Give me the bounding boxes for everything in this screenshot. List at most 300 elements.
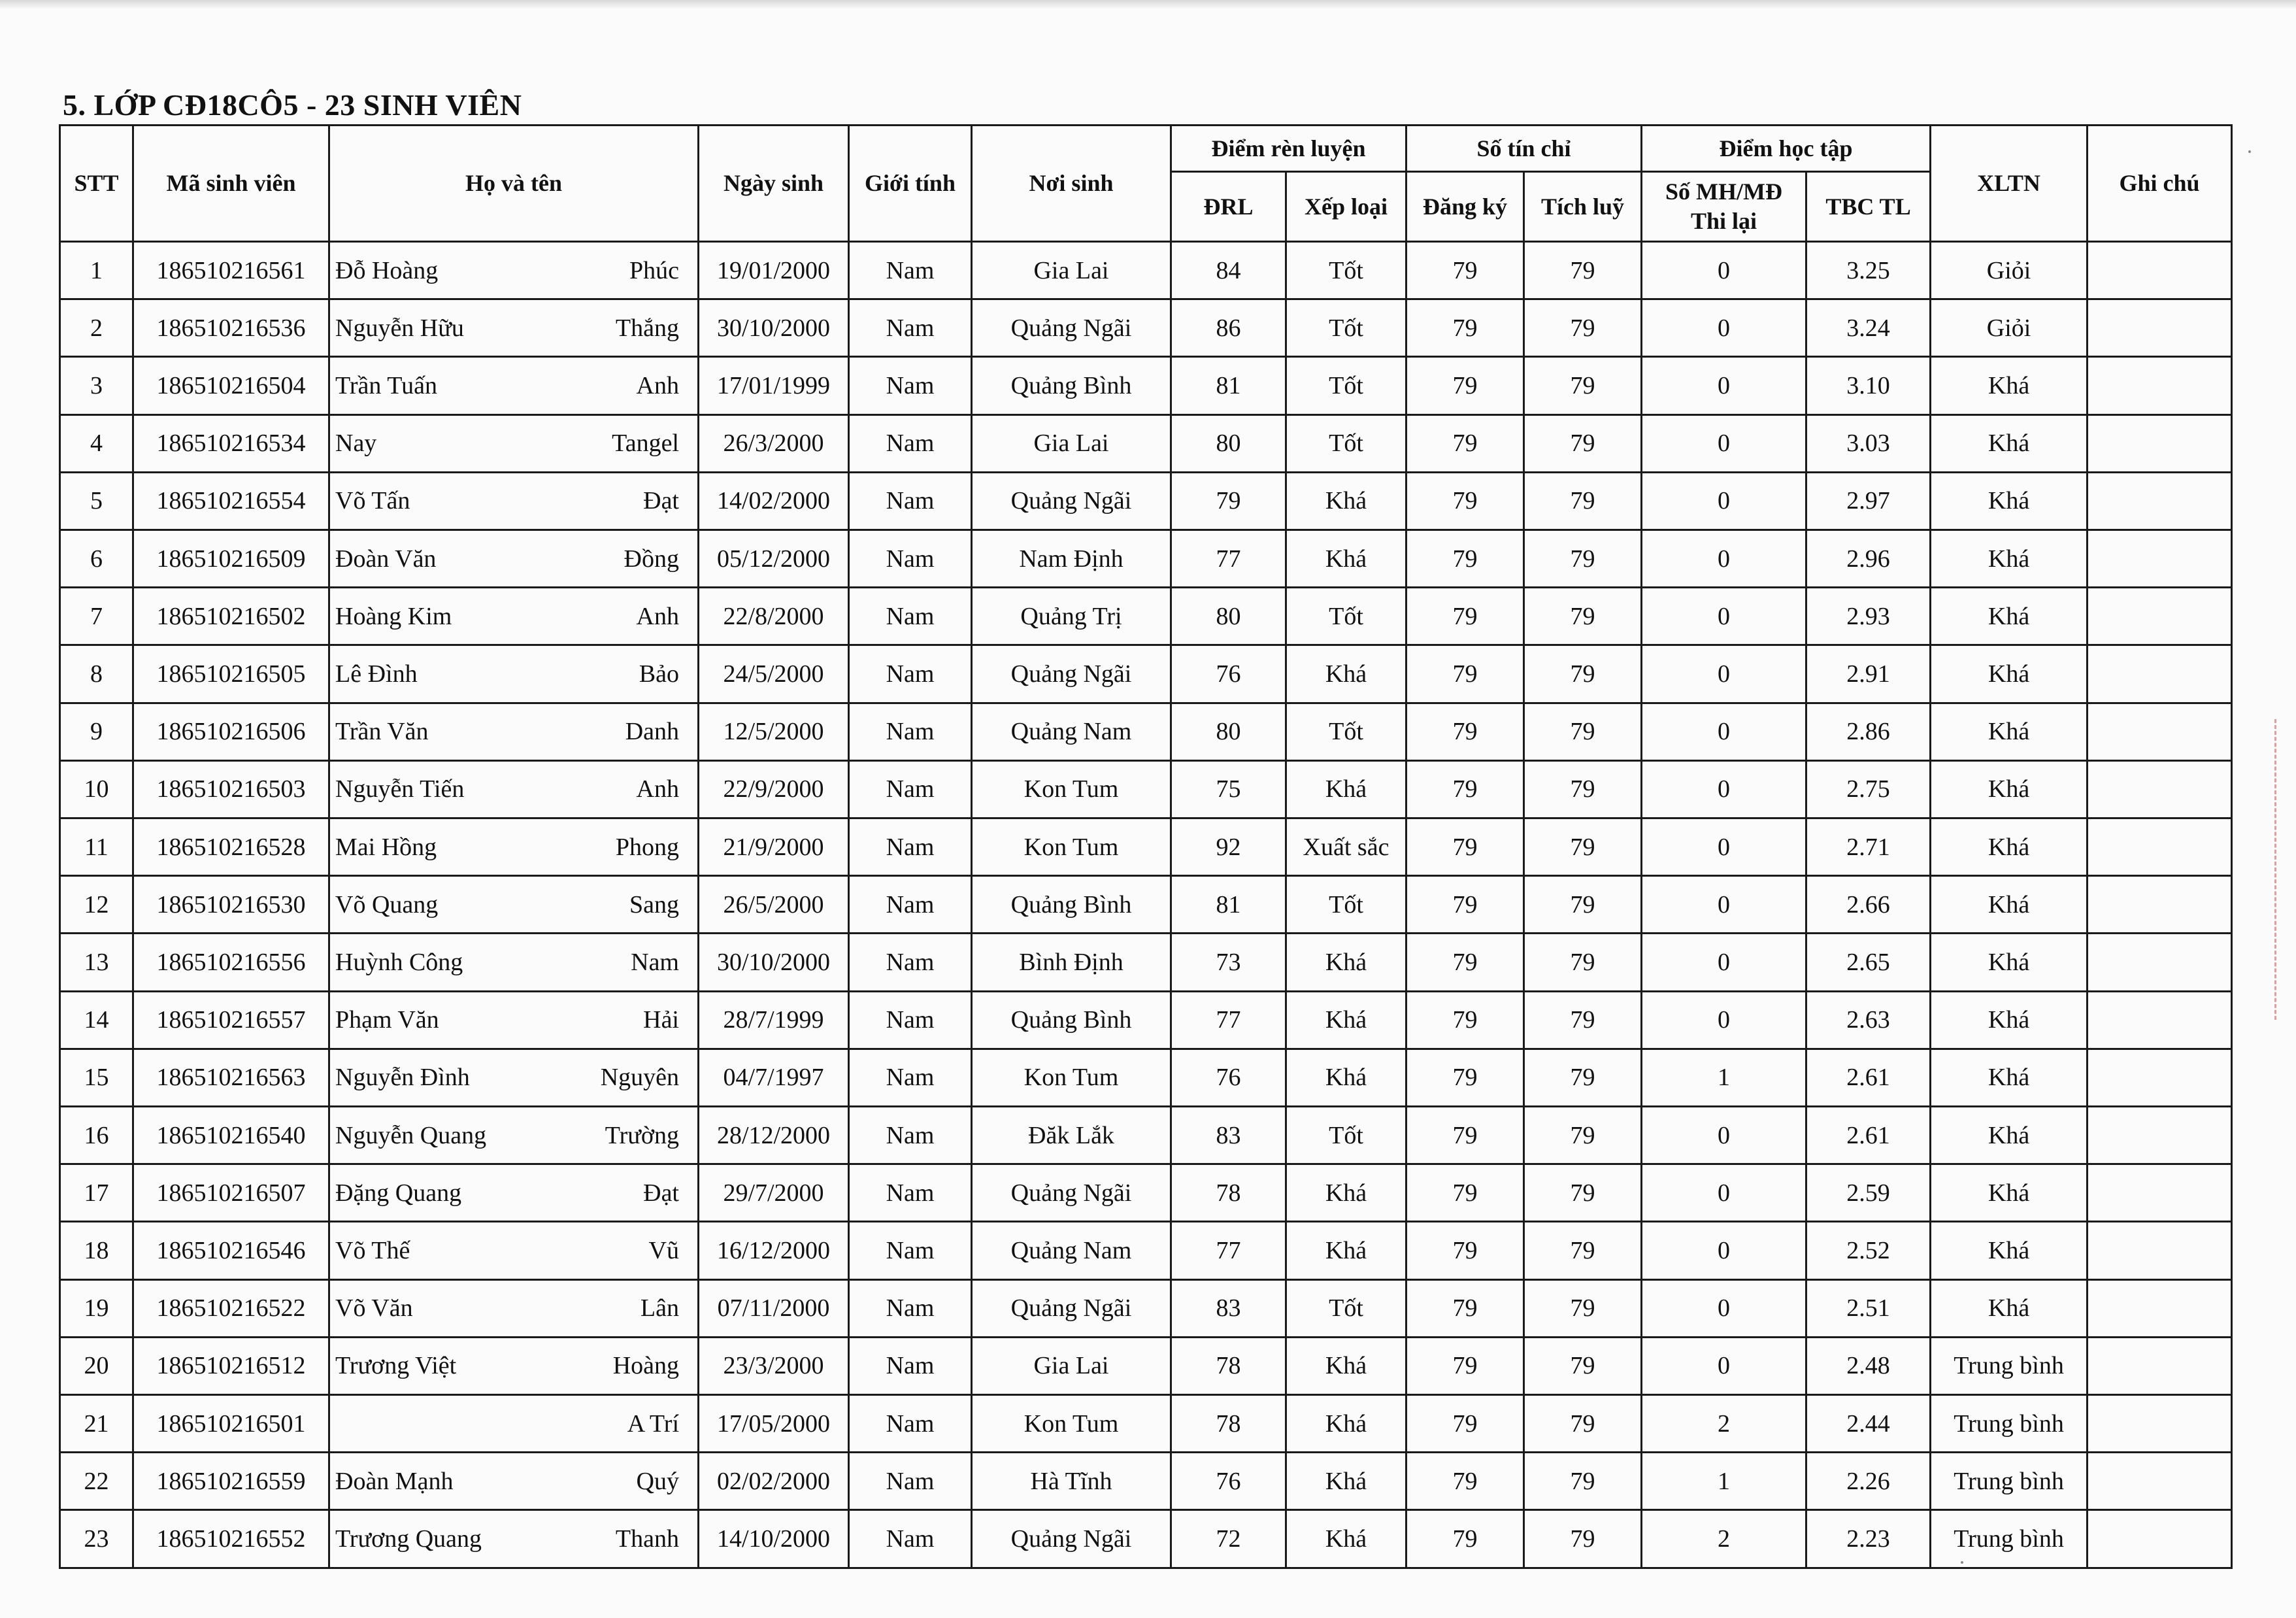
cell-full-name (329, 645, 699, 703)
cell-birth-date: 16/12/2000 (699, 1222, 849, 1279)
header-birth-date: Ngày sinh (699, 126, 849, 242)
cell-birth-date: 30/10/2000 (699, 934, 849, 991)
cell-graduation-rank: Khá (1931, 1049, 2088, 1106)
cell-gender: Nam (849, 1453, 972, 1510)
cell-conduct-rank: Tốt (1286, 414, 1406, 472)
cell-gender: Nam (849, 357, 972, 414)
cell-credits-registered: 79 (1406, 472, 1524, 530)
cell-conduct-rank: Khá (1286, 1164, 1406, 1222)
cell-notes (2088, 1510, 2232, 1568)
cell-stt: 18 (60, 1222, 133, 1279)
cell-retake-count: 0 (1642, 934, 1806, 991)
cell-birth-date: 04/7/1997 (699, 1049, 849, 1106)
cell-birthplace: Quảng Ngãi (972, 472, 1171, 530)
given-name: Đồng (624, 545, 679, 573)
cell-stt: 2 (60, 299, 133, 357)
cell-credits-accumulated: 79 (1524, 1395, 1642, 1453)
table-row (60, 991, 2232, 1049)
cell-birthplace: Hà Tĩnh (972, 1453, 1171, 1510)
cell-conduct-rank: Khá (1286, 1510, 1406, 1568)
cell-student-id: 186510216540 (133, 1107, 329, 1164)
cell-notes (2088, 934, 2232, 991)
cell-conduct-rank: Khá (1286, 1453, 1406, 1510)
table-row (60, 530, 2232, 588)
cell-stt: 13 (60, 934, 133, 991)
header-gender: Giới tính (849, 126, 972, 242)
cell-birth-date: 30/10/2000 (699, 299, 849, 357)
cell-notes (2088, 818, 2232, 876)
cell-retake-count: 0 (1642, 1222, 1806, 1279)
cell-credits-registered: 79 (1406, 645, 1524, 703)
given-name: Anh (636, 602, 679, 630)
cell-conduct-score: 79 (1171, 472, 1286, 530)
cell-retake-count: 0 (1642, 1164, 1806, 1222)
cell-gpa: 2.51 (1806, 1279, 1931, 1337)
given-name: Phong (615, 833, 679, 861)
table-header (60, 126, 2232, 242)
cell-birthplace: Kon Tum (972, 1049, 1171, 1106)
cell-retake-count: 0 (1642, 299, 1806, 357)
cell-birthplace: Quảng Ngãi (972, 1164, 1171, 1222)
cell-gender: Nam (849, 414, 972, 472)
cell-retake-count: 0 (1642, 760, 1806, 818)
cell-full-name (329, 1279, 699, 1337)
full-name-wrap (335, 660, 692, 688)
full-name-wrap (335, 256, 692, 285)
cell-student-id: 186510216561 (133, 242, 329, 299)
cell-full-name (329, 242, 699, 299)
cell-notes (2088, 1107, 2232, 1164)
given-name: Đạt (643, 1179, 679, 1207)
cell-credits-accumulated: 79 (1524, 934, 1642, 991)
cell-stt: 1 (60, 242, 133, 299)
cell-credits-registered: 79 (1406, 1164, 1524, 1222)
cell-student-id: 186510216554 (133, 472, 329, 530)
cell-gpa: 2.86 (1806, 703, 1931, 760)
cell-gender: Nam (849, 530, 972, 588)
surname-middle: Võ Thế (335, 1237, 410, 1265)
cell-graduation-rank: Khá (1931, 1107, 2088, 1164)
given-name: Thắng (615, 314, 679, 342)
cell-birth-date: 17/01/1999 (699, 357, 849, 414)
cell-stt: 15 (60, 1049, 133, 1106)
given-name: Lân (640, 1294, 679, 1323)
full-name-wrap (335, 545, 692, 573)
cell-gender: Nam (849, 818, 972, 876)
table-row (60, 1222, 2232, 1279)
cell-student-id: 186510216546 (133, 1222, 329, 1279)
cell-notes (2088, 876, 2232, 934)
cell-notes (2088, 242, 2232, 299)
cell-birthplace: Gia Lai (972, 414, 1171, 472)
cell-gender: Nam (849, 472, 972, 530)
surname-middle: Võ Quang (335, 890, 439, 919)
cell-conduct-score: 78 (1171, 1337, 1286, 1394)
cell-conduct-rank: Khá (1286, 1049, 1406, 1106)
cell-retake-count: 1 (1642, 1453, 1806, 1510)
cell-gpa: 2.44 (1806, 1395, 1931, 1453)
full-name-wrap (335, 1063, 692, 1092)
cell-birth-date: 07/11/2000 (699, 1279, 849, 1337)
cell-stt: 19 (60, 1279, 133, 1337)
cell-conduct-score: 77 (1171, 530, 1286, 588)
cell-student-id: 186510216530 (133, 876, 329, 934)
cell-student-id: 186510216509 (133, 530, 329, 588)
given-name: Danh (625, 718, 679, 746)
cell-birthplace: Quảng Ngãi (972, 299, 1171, 357)
header-notes: Ghi chú (2088, 126, 2232, 242)
full-name-wrap (335, 948, 692, 977)
full-name-wrap (335, 1179, 692, 1207)
surname-middle: Lê Đình (335, 660, 418, 688)
cell-conduct-score: 81 (1171, 876, 1286, 934)
cell-credits-accumulated: 79 (1524, 414, 1642, 472)
cell-conduct-rank: Tốt (1286, 703, 1406, 760)
cell-student-id: 186510216557 (133, 991, 329, 1049)
cell-credits-accumulated: 79 (1524, 588, 1642, 645)
header-conduct-score-group: Điểm rèn luyện (1171, 126, 1406, 172)
cell-notes (2088, 703, 2232, 760)
cell-full-name (329, 530, 699, 588)
cell-conduct-score: 76 (1171, 645, 1286, 703)
cell-student-id: 186510216507 (133, 1164, 329, 1222)
cell-credits-accumulated: 79 (1524, 1107, 1642, 1164)
given-name: Trường (605, 1121, 679, 1149)
cell-student-id: 186510216528 (133, 818, 329, 876)
cell-gender: Nam (849, 1107, 972, 1164)
cell-gpa: 2.93 (1806, 588, 1931, 645)
cell-gpa: 2.52 (1806, 1222, 1931, 1279)
header-student-id: Mã sinh viên (133, 126, 329, 242)
cell-gpa: 2.61 (1806, 1107, 1931, 1164)
cell-birthplace: Quảng Bình (972, 357, 1171, 414)
cell-stt: 5 (60, 472, 133, 530)
cell-student-id: 186510216505 (133, 645, 329, 703)
cell-credits-registered: 79 (1406, 1222, 1524, 1279)
full-name-wrap (335, 1005, 692, 1034)
cell-stt: 6 (60, 530, 133, 588)
cell-full-name (329, 472, 699, 530)
full-name-wrap (335, 1409, 692, 1438)
cell-birth-date: 26/3/2000 (699, 414, 849, 472)
cell-notes (2088, 645, 2232, 703)
cell-full-name (329, 1164, 699, 1222)
full-name-wrap (335, 1121, 692, 1150)
cell-conduct-rank: Khá (1286, 760, 1406, 818)
cell-graduation-rank: Giỏi (1931, 299, 2088, 357)
cell-gpa: 2.71 (1806, 818, 1931, 876)
cell-graduation-rank: Giỏi (1931, 242, 2088, 299)
cell-full-name (329, 934, 699, 991)
cell-credits-registered: 79 (1406, 991, 1524, 1049)
cell-student-id: 186510216563 (133, 1049, 329, 1106)
cell-birthplace: Bình Định (972, 934, 1171, 991)
cell-credits-accumulated: 79 (1524, 760, 1642, 818)
cell-student-id: 186510216536 (133, 299, 329, 357)
surname-middle: Nay (335, 430, 377, 458)
cell-conduct-score: 86 (1171, 299, 1286, 357)
cell-retake-count: 0 (1642, 530, 1806, 588)
cell-credits-registered: 79 (1406, 703, 1524, 760)
surname-middle: Nguyễn Tiến (335, 775, 465, 803)
cell-graduation-rank: Khá (1931, 760, 2088, 818)
cell-conduct-rank: Khá (1286, 472, 1406, 530)
cell-retake-count: 0 (1642, 703, 1806, 760)
surname-middle: Phạm Văn (335, 1006, 439, 1034)
surname-middle: Mai Hồng (335, 833, 437, 861)
cell-student-id: 186510216503 (133, 760, 329, 818)
cell-stt: 21 (60, 1395, 133, 1453)
cell-gender: Nam (849, 242, 972, 299)
cell-retake-count: 0 (1642, 645, 1806, 703)
given-name: Thanh (615, 1525, 679, 1553)
cell-gpa: 2.48 (1806, 1337, 1931, 1394)
cell-gpa: 3.25 (1806, 242, 1931, 299)
cell-birth-date: 29/7/2000 (699, 1164, 849, 1222)
cell-birthplace: Gia Lai (972, 242, 1171, 299)
cell-notes (2088, 530, 2232, 588)
cell-gpa: 3.03 (1806, 414, 1931, 472)
cell-credits-accumulated: 79 (1524, 472, 1642, 530)
table-row (60, 818, 2232, 876)
full-name-wrap (335, 602, 692, 631)
cell-credits-accumulated: 79 (1524, 1164, 1642, 1222)
cell-conduct-rank: Tốt (1286, 1279, 1406, 1337)
cell-full-name (329, 299, 699, 357)
surname-middle: Võ Văn (335, 1294, 413, 1323)
cell-retake-count: 0 (1642, 357, 1806, 414)
cell-conduct-rank: Khá (1286, 934, 1406, 991)
cell-gpa: 2.63 (1806, 991, 1931, 1049)
cell-retake-count: 2 (1642, 1395, 1806, 1453)
cell-gender: Nam (849, 1395, 972, 1453)
cell-birth-date: 19/01/2000 (699, 242, 849, 299)
cell-birth-date: 28/12/2000 (699, 1107, 849, 1164)
cell-birth-date: 14/10/2000 (699, 1510, 849, 1568)
cell-credits-accumulated: 79 (1524, 703, 1642, 760)
document-title: 5. LỚP CĐ18CÔ5 - 23 SINH VIÊN (63, 88, 522, 122)
cell-conduct-score: 75 (1171, 760, 1286, 818)
cell-student-id: 186510216559 (133, 1453, 329, 1510)
surname-middle: Hoàng Kim (335, 602, 452, 630)
cell-graduation-rank: Khá (1931, 588, 2088, 645)
cell-credits-registered: 79 (1406, 588, 1524, 645)
cell-birth-date: 26/5/2000 (699, 876, 849, 934)
surname-middle: Đặng Quang (335, 1179, 462, 1207)
header-academic-score-group: Điểm học tập (1642, 126, 1931, 172)
full-name-wrap (335, 1525, 692, 1553)
surname-middle: Trần Văn (335, 718, 429, 746)
cell-notes (2088, 1164, 2232, 1222)
cell-full-name (329, 818, 699, 876)
cell-graduation-rank: Khá (1931, 530, 2088, 588)
cell-gpa: 3.10 (1806, 357, 1931, 414)
cell-graduation-rank: Trung bình (1931, 1510, 2088, 1568)
cell-conduct-score: 81 (1171, 357, 1286, 414)
header-credits-registered: Đăng ký (1406, 172, 1524, 242)
cell-credits-registered: 79 (1406, 242, 1524, 299)
cell-retake-count: 2 (1642, 1510, 1806, 1568)
cell-stt: 12 (60, 876, 133, 934)
surname-middle: Nguyễn Hữu (335, 314, 464, 342)
cell-credits-accumulated: 79 (1524, 357, 1642, 414)
cell-retake-count: 0 (1642, 876, 1806, 934)
cell-credits-registered: 79 (1406, 934, 1524, 991)
cell-graduation-rank: Khá (1931, 991, 2088, 1049)
cell-conduct-rank: Tốt (1286, 299, 1406, 357)
cell-birthplace: Kon Tum (972, 818, 1171, 876)
full-name-wrap (335, 429, 692, 458)
cell-gender: Nam (849, 299, 972, 357)
surname-middle: Đoàn Mạnh (335, 1467, 454, 1495)
header-gpa: TBC TL (1806, 172, 1931, 242)
cell-stt: 22 (60, 1453, 133, 1510)
surname-middle: Đỗ Hoàng (335, 256, 439, 284)
cell-birth-date: 05/12/2000 (699, 530, 849, 588)
given-name: Bảo (639, 660, 679, 688)
given-name: Phúc (629, 256, 679, 284)
cell-conduct-rank: Khá (1286, 645, 1406, 703)
cell-stt: 16 (60, 1107, 133, 1164)
cell-graduation-rank: Khá (1931, 1164, 2088, 1222)
surname-middle: Trần Tuấn (335, 372, 437, 399)
cell-birth-date: 28/7/1999 (699, 991, 849, 1049)
given-name: Nam (631, 949, 679, 977)
cell-conduct-score: 83 (1171, 1107, 1286, 1164)
cell-full-name (329, 1395, 699, 1453)
table-row (60, 934, 2232, 991)
cell-stt: 3 (60, 357, 133, 414)
cell-retake-count: 0 (1642, 1279, 1806, 1337)
cell-birthplace: Kon Tum (972, 1395, 1171, 1453)
cell-gender: Nam (849, 1279, 972, 1337)
cell-credits-registered: 79 (1406, 818, 1524, 876)
cell-gender: Nam (849, 703, 972, 760)
cell-birthplace: Nam Định (972, 530, 1171, 588)
cell-birthplace: Quảng Trị (972, 588, 1171, 645)
cell-retake-count: 0 (1642, 242, 1806, 299)
full-name-wrap (335, 1467, 692, 1496)
cell-gpa: 2.23 (1806, 1510, 1931, 1568)
cell-gender: Nam (849, 1337, 972, 1394)
full-name-wrap (335, 1294, 692, 1323)
cell-conduct-rank: Tốt (1286, 1107, 1406, 1164)
cell-credits-accumulated: 79 (1524, 1453, 1642, 1510)
given-name: Tangel (612, 430, 679, 458)
cell-birth-date: 21/9/2000 (699, 818, 849, 876)
table-row (60, 414, 2232, 472)
cell-conduct-rank: Khá (1286, 1337, 1406, 1394)
given-name: Quý (636, 1467, 679, 1495)
cell-gpa: 2.61 (1806, 1049, 1931, 1106)
cell-conduct-score: 80 (1171, 703, 1286, 760)
given-name: Nguyên (600, 1064, 679, 1092)
table-row (60, 299, 2232, 357)
cell-conduct-rank: Tốt (1286, 588, 1406, 645)
cell-student-id: 186510216556 (133, 934, 329, 991)
surname-middle: Võ Tấn (335, 487, 410, 515)
surname-middle: Huỳnh Công (335, 949, 463, 977)
cell-credits-accumulated: 79 (1524, 1510, 1642, 1568)
cell-credits-registered: 79 (1406, 1107, 1524, 1164)
header-graduation-rank: XLTN (1931, 126, 2088, 242)
header-credits-group: Số tín chỉ (1406, 126, 1642, 172)
cell-conduct-score: 80 (1171, 588, 1286, 645)
cell-student-id: 186510216522 (133, 1279, 329, 1337)
cell-retake-count: 0 (1642, 588, 1806, 645)
student-results-table (59, 124, 2233, 1569)
table-row (60, 357, 2232, 414)
cell-conduct-score: 78 (1171, 1395, 1286, 1453)
cell-stt: 23 (60, 1510, 133, 1568)
cell-student-id: 186510216502 (133, 588, 329, 645)
full-name-wrap (335, 371, 692, 400)
header-conduct-rank: Xếp loại (1286, 172, 1406, 242)
cell-notes (2088, 1395, 2232, 1453)
cell-full-name (329, 414, 699, 472)
table-row (60, 1279, 2232, 1337)
given-name: Anh (636, 372, 679, 399)
full-name-wrap (335, 314, 692, 343)
cell-notes (2088, 1222, 2232, 1279)
cell-retake-count: 0 (1642, 818, 1806, 876)
full-name-wrap (335, 833, 692, 862)
table-body (60, 242, 2232, 1568)
table-row (60, 1453, 2232, 1510)
cell-birth-date: 23/3/2000 (699, 1337, 849, 1394)
full-name-wrap (335, 890, 692, 919)
surname-middle: Đoàn Văn (335, 545, 437, 573)
cell-conduct-score: 83 (1171, 1279, 1286, 1337)
cell-notes (2088, 991, 2232, 1049)
cell-stt: 4 (60, 414, 133, 472)
cell-gpa: 2.96 (1806, 530, 1931, 588)
full-name-wrap (335, 1351, 692, 1380)
cell-gender: Nam (849, 588, 972, 645)
given-name: Anh (636, 775, 679, 803)
cell-credits-registered: 79 (1406, 357, 1524, 414)
cell-conduct-score: 77 (1171, 1222, 1286, 1279)
cell-birthplace: Gia Lai (972, 1337, 1171, 1394)
cell-full-name (329, 703, 699, 760)
cell-retake-count: 0 (1642, 1337, 1806, 1394)
cell-student-id: 186510216552 (133, 1510, 329, 1568)
cell-credits-accumulated: 79 (1524, 1222, 1642, 1279)
cell-stt: 8 (60, 645, 133, 703)
cell-gender: Nam (849, 1049, 972, 1106)
header-full-name: Họ và tên (329, 126, 699, 242)
cell-birth-date: 12/5/2000 (699, 703, 849, 760)
cell-gender: Nam (849, 1510, 972, 1568)
cell-conduct-rank: Khá (1286, 1222, 1406, 1279)
cell-credits-registered: 79 (1406, 760, 1524, 818)
cell-credits-registered: 79 (1406, 414, 1524, 472)
cell-conduct-score: 76 (1171, 1453, 1286, 1510)
cell-gpa: 3.24 (1806, 299, 1931, 357)
scan-speck (2248, 150, 2251, 153)
cell-student-id: 186510216504 (133, 357, 329, 414)
cell-birthplace: Quảng Bình (972, 876, 1171, 934)
cell-full-name (329, 357, 699, 414)
cell-credits-accumulated: 79 (1524, 1049, 1642, 1106)
cell-graduation-rank: Trung bình (1931, 1453, 2088, 1510)
given-name: Vũ (648, 1237, 679, 1265)
cell-graduation-rank: Khá (1931, 357, 2088, 414)
given-name: A Trí (627, 1409, 679, 1438)
cell-full-name (329, 991, 699, 1049)
cell-gpa: 2.91 (1806, 645, 1931, 703)
cell-graduation-rank: Khá (1931, 414, 2088, 472)
